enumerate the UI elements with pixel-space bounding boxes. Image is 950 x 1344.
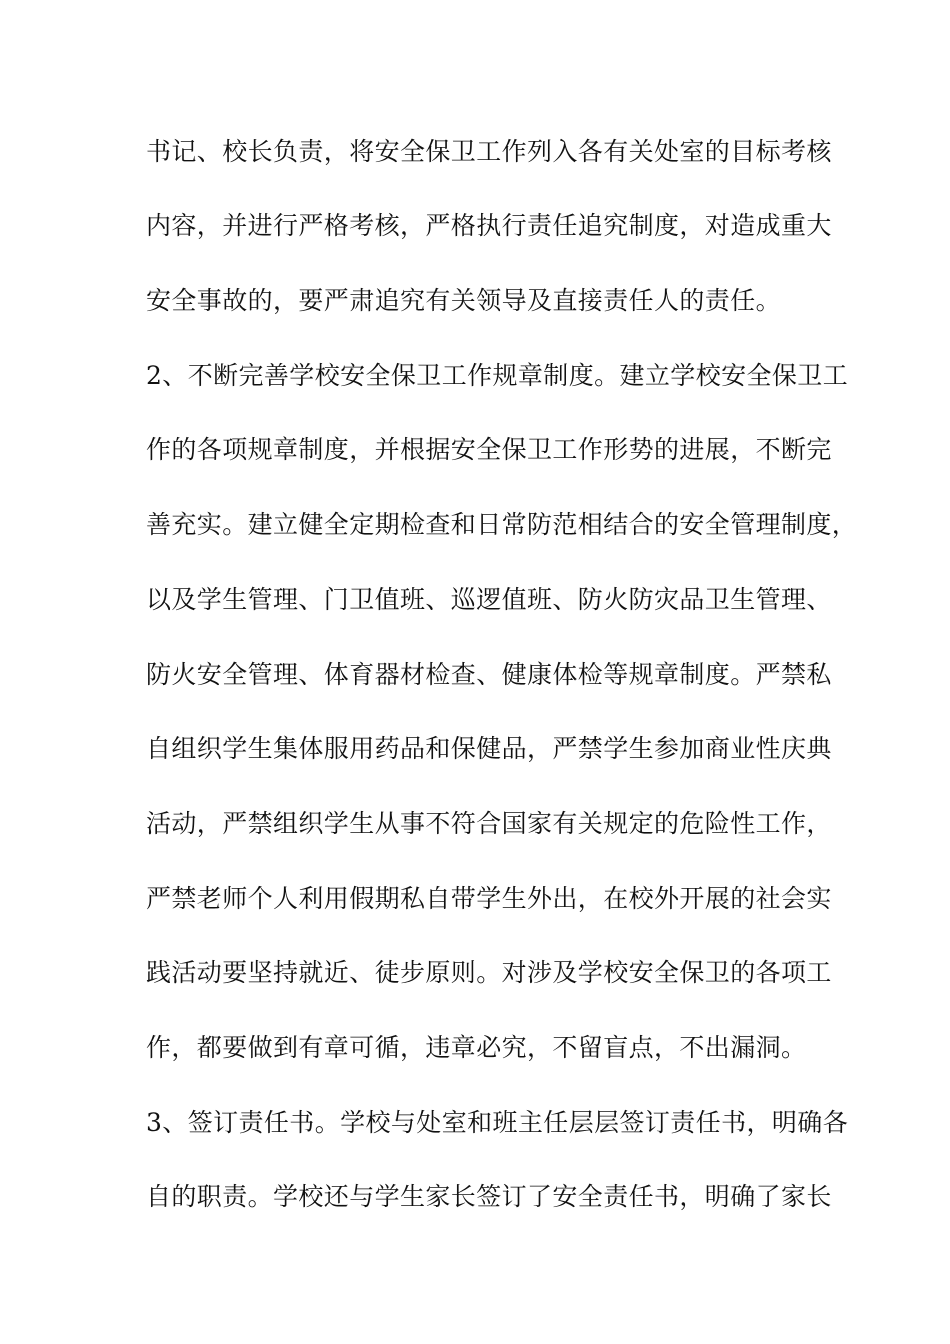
text-line: 善充实。建立健全定期检查和日常防范相结合的安全管理制度，: [146, 510, 858, 539]
text-line: 作的各项规章制度，并根据安全保卫工作形势的进展，不断完: [146, 435, 832, 464]
text-line: 践活动要坚持就近、徒步原则。对涉及学校安全保卫的各项工: [146, 958, 832, 987]
text-line: 自的职责。学校还与学生家长签订了安全责任书，明确了家长: [146, 1182, 832, 1211]
text-line: 活动，严禁组织学生从事不符合国家有关规定的危险性工作，: [146, 809, 832, 838]
text-line: 作，都要做到有章可循，违章必究，不留盲点，不出漏洞。: [146, 1033, 807, 1062]
text-line: 自组织学生集体服用药品和保健品，严禁学生参加商业性庆典: [146, 734, 832, 763]
text-line: 2、不断完善学校安全保卫工作规章制度。建立学校安全保卫工: [146, 361, 849, 390]
text-line: 3、签订责任书。学校与处室和班主任层层签订责任书，明确各: [146, 1108, 849, 1137]
text-line: 书记、校长负责，将安全保卫工作列入各有关处室的目标考核: [146, 137, 832, 166]
text-line: 安全事故的，要严肃追究有关领导及直接责任人的责任。: [146, 286, 782, 315]
text-line: 以及学生管理、门卫值班、巡逻值班、防火防灾品卫生管理、: [146, 585, 832, 614]
text-line: 严禁老师个人利用假期私自带学生外出，在校外开展的社会实: [146, 884, 832, 913]
text-line: 内容，并进行严格考核，严格执行责任追究制度，对造成重大: [146, 211, 832, 240]
text-line: 防火安全管理、体育器材检查、健康体检等规章制度。严禁私: [146, 660, 832, 689]
